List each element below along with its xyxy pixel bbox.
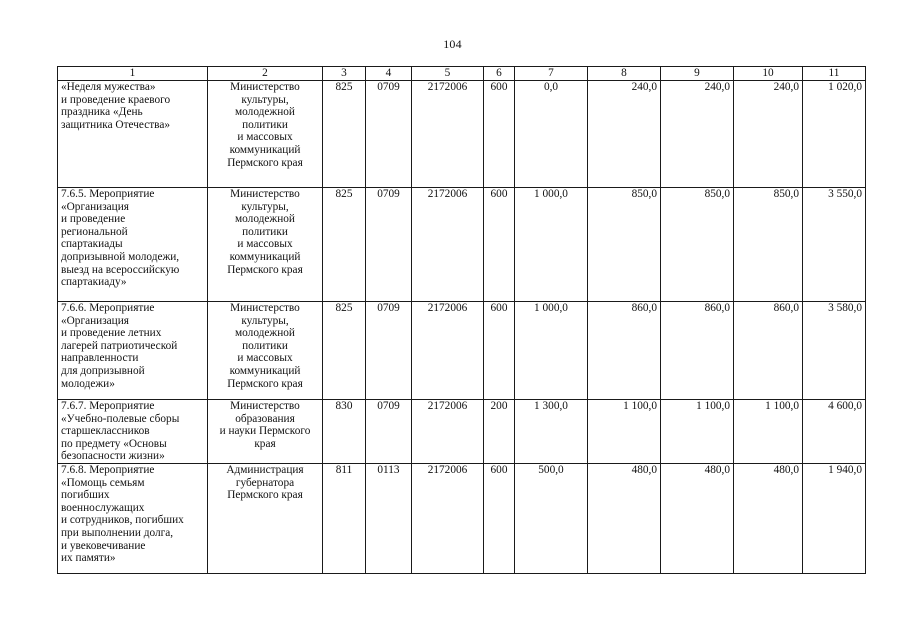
cell-col-9-text: 480,0 bbox=[704, 463, 730, 476]
header-cell-9: 9 bbox=[661, 67, 734, 81]
cell-col-4-text: 0709 bbox=[377, 188, 400, 200]
cell-col-7 bbox=[515, 463, 588, 573]
cell-col-3 bbox=[323, 188, 366, 302]
cell-col-3-text: 825 bbox=[335, 81, 353, 93]
header-cell-1: 1 bbox=[58, 67, 208, 81]
cell-col-4 bbox=[366, 302, 412, 400]
table-row bbox=[58, 81, 866, 188]
header-cell-11: 11 bbox=[803, 67, 866, 81]
cell-col-7-text: 1 000,0 bbox=[534, 302, 568, 314]
cell-col-5-text: 2172006 bbox=[427, 400, 468, 412]
cell-col-11-text: 3 580,0 bbox=[828, 302, 862, 314]
cell-col-4-text: 0709 bbox=[377, 81, 400, 93]
cell-col-10 bbox=[734, 400, 803, 464]
cell-col-6 bbox=[484, 400, 515, 464]
cell-col-7 bbox=[515, 188, 588, 302]
cell-col-8-text: 1 100,0 bbox=[623, 400, 657, 412]
cell-col-11 bbox=[803, 302, 866, 400]
cell-col-10 bbox=[734, 463, 803, 573]
cell-col-5 bbox=[412, 400, 484, 464]
cell-col-9-text: 850,0 bbox=[704, 188, 730, 200]
cell-col-3 bbox=[323, 81, 366, 188]
cell-executor-text: Министерство культуры, молодежной политики и массовых коммуникаций Пермского края bbox=[227, 188, 303, 276]
cell-col-11-text: 1 020,0 bbox=[828, 81, 862, 93]
cell-col-4 bbox=[366, 463, 412, 573]
cell-measure-name-text: 7.6.5. Мероприятие «Организация и проведение региональной спартакиады допризывной молодежи, выезд на всероссийскую спартакиаду» bbox=[61, 188, 180, 289]
cell-col-11-text: 4 600,0 bbox=[828, 400, 862, 412]
cell-col-7 bbox=[515, 302, 588, 400]
table-row bbox=[58, 463, 866, 573]
cell-executor-text: Министерство культуры, молодежной политики и массовых коммуникаций Пермского края bbox=[227, 81, 303, 169]
cell-col-3 bbox=[323, 400, 366, 464]
cell-col-6 bbox=[484, 188, 515, 302]
cell-col-3-text: 830 bbox=[335, 400, 353, 412]
cell-col-11-text: 3 550,0 bbox=[828, 188, 862, 200]
cell-col-6-text: 600 bbox=[490, 188, 508, 200]
cell-col-5-text: 2172006 bbox=[427, 81, 468, 93]
cell-col-7 bbox=[515, 400, 588, 464]
cell-col-9-text: 240,0 bbox=[704, 81, 730, 93]
cell-measure-name bbox=[58, 188, 208, 302]
cell-measure-name-text: 7.6.7. Мероприятие «Учебно-полевые сборы старшеклассников по предмету «Основы безопасности жизни» bbox=[61, 400, 180, 463]
cell-col-10-text: 860,0 bbox=[773, 302, 799, 314]
cell-col-4-text: 0113 bbox=[377, 463, 400, 476]
cell-col-5 bbox=[412, 81, 484, 188]
cell-col-5-text: 2172006 bbox=[427, 302, 468, 314]
cell-executor bbox=[208, 81, 323, 188]
table-row bbox=[58, 400, 866, 464]
cell-col-8-text: 850,0 bbox=[631, 188, 657, 200]
cell-col-3 bbox=[323, 302, 366, 400]
cell-measure-name bbox=[58, 463, 208, 573]
cell-executor-text: Министерство образования и науки Пермского края bbox=[219, 400, 311, 450]
cell-measure-name-text: «Неделя мужества» и проведение краевого праздника «День защитника Отечества» bbox=[61, 81, 171, 131]
cell-col-6-text: 600 bbox=[490, 302, 508, 314]
cell-executor bbox=[208, 302, 323, 400]
cell-col-10-text: 240,0 bbox=[773, 81, 799, 93]
cell-executor bbox=[208, 188, 323, 302]
cell-col-4 bbox=[366, 81, 412, 188]
cell-executor-text: Министерство культуры, молодежной политики и массовых коммуникаций Пермского края bbox=[227, 302, 303, 390]
cell-executor bbox=[208, 463, 323, 573]
cell-col-9-text: 860,0 bbox=[704, 302, 730, 314]
cell-col-4-text: 0709 bbox=[377, 400, 400, 412]
cell-col-7-text: 0,0 bbox=[543, 81, 559, 93]
cell-col-3 bbox=[323, 463, 366, 573]
cell-col-8 bbox=[588, 400, 661, 464]
cell-col-7-text: 1 300,0 bbox=[534, 400, 568, 412]
cell-col-5 bbox=[412, 302, 484, 400]
cell-col-8 bbox=[588, 302, 661, 400]
header-cell-5: 5 bbox=[412, 67, 484, 81]
cell-col-7-text: 500,0 bbox=[538, 463, 564, 476]
cell-col-7 bbox=[515, 81, 588, 188]
header-cell-6: 6 bbox=[484, 67, 515, 81]
cell-col-9 bbox=[661, 400, 734, 464]
cell-col-11-text: 1 940,0 bbox=[828, 463, 862, 476]
cell-col-8 bbox=[588, 81, 661, 188]
cell-col-10 bbox=[734, 81, 803, 188]
cell-col-10 bbox=[734, 302, 803, 400]
cell-col-11 bbox=[803, 463, 866, 573]
cell-col-5-text: 2172006 bbox=[427, 463, 468, 476]
header-cell-4: 4 bbox=[366, 67, 412, 81]
header-cell-3: 3 bbox=[323, 67, 366, 81]
cell-col-3-text: 825 bbox=[335, 188, 353, 200]
cell-col-3-text: 825 bbox=[335, 302, 353, 314]
cell-measure-name bbox=[58, 400, 208, 464]
cell-col-9 bbox=[661, 302, 734, 400]
cell-col-9 bbox=[661, 81, 734, 188]
cell-col-4 bbox=[366, 188, 412, 302]
cell-measure-name-text: 7.6.6. Мероприятие «Организация и проведение летних лагерей патриотической направленности для допризывной молодежи» bbox=[61, 302, 178, 390]
cell-col-6-text: 600 bbox=[490, 81, 508, 93]
cell-col-11 bbox=[803, 188, 866, 302]
cell-col-8-text: 240,0 bbox=[631, 81, 657, 93]
page-number: 104 bbox=[443, 37, 462, 51]
cell-col-8 bbox=[588, 188, 661, 302]
header-row bbox=[58, 67, 866, 81]
header-cell-2: 2 bbox=[208, 67, 323, 81]
cell-col-6 bbox=[484, 463, 515, 573]
cell-col-6-text: 600 bbox=[490, 463, 508, 476]
cell-col-6-text: 200 bbox=[490, 400, 508, 412]
cell-col-11 bbox=[803, 400, 866, 464]
cell-col-3-text: 811 bbox=[335, 463, 353, 476]
cell-measure-name-text: 7.6.8. Мероприятие «Помощь семьям погибших военнослужащих и сотрудников, погибших при выполнении долга, и увековечивание их памяти» bbox=[61, 463, 184, 565]
cell-col-10-text: 1 100,0 bbox=[765, 400, 799, 412]
cell-col-4 bbox=[366, 400, 412, 464]
cell-col-8-text: 860,0 bbox=[631, 302, 657, 314]
header-cell-8: 8 bbox=[588, 67, 661, 81]
cell-col-6 bbox=[484, 81, 515, 188]
cell-col-8-text: 480,0 bbox=[631, 463, 657, 476]
cell-col-4-text: 0709 bbox=[377, 302, 400, 314]
cell-executor bbox=[208, 400, 323, 464]
header-cell-10: 10 bbox=[734, 67, 803, 81]
cell-col-5 bbox=[412, 463, 484, 573]
cell-col-9-text: 1 100,0 bbox=[696, 400, 730, 412]
cell-col-5-text: 2172006 bbox=[427, 188, 468, 200]
cell-measure-name bbox=[58, 302, 208, 400]
table-row bbox=[58, 188, 866, 302]
budget-table bbox=[57, 66, 866, 574]
cell-col-8 bbox=[588, 463, 661, 573]
cell-measure-name bbox=[58, 81, 208, 188]
cell-col-5 bbox=[412, 188, 484, 302]
header-cell-7: 7 bbox=[515, 67, 588, 81]
cell-col-9 bbox=[661, 463, 734, 573]
cell-col-10 bbox=[734, 188, 803, 302]
cell-col-10-text: 850,0 bbox=[773, 188, 799, 200]
cell-col-7-text: 1 000,0 bbox=[534, 188, 568, 200]
cell-col-6 bbox=[484, 302, 515, 400]
cell-col-11 bbox=[803, 81, 866, 188]
cell-executor-text: Администрация губернатора Пермского края bbox=[226, 463, 304, 502]
cell-col-9 bbox=[661, 188, 734, 302]
table-row bbox=[58, 302, 866, 400]
cell-col-10-text: 480,0 bbox=[773, 463, 799, 476]
table-body bbox=[58, 81, 866, 574]
